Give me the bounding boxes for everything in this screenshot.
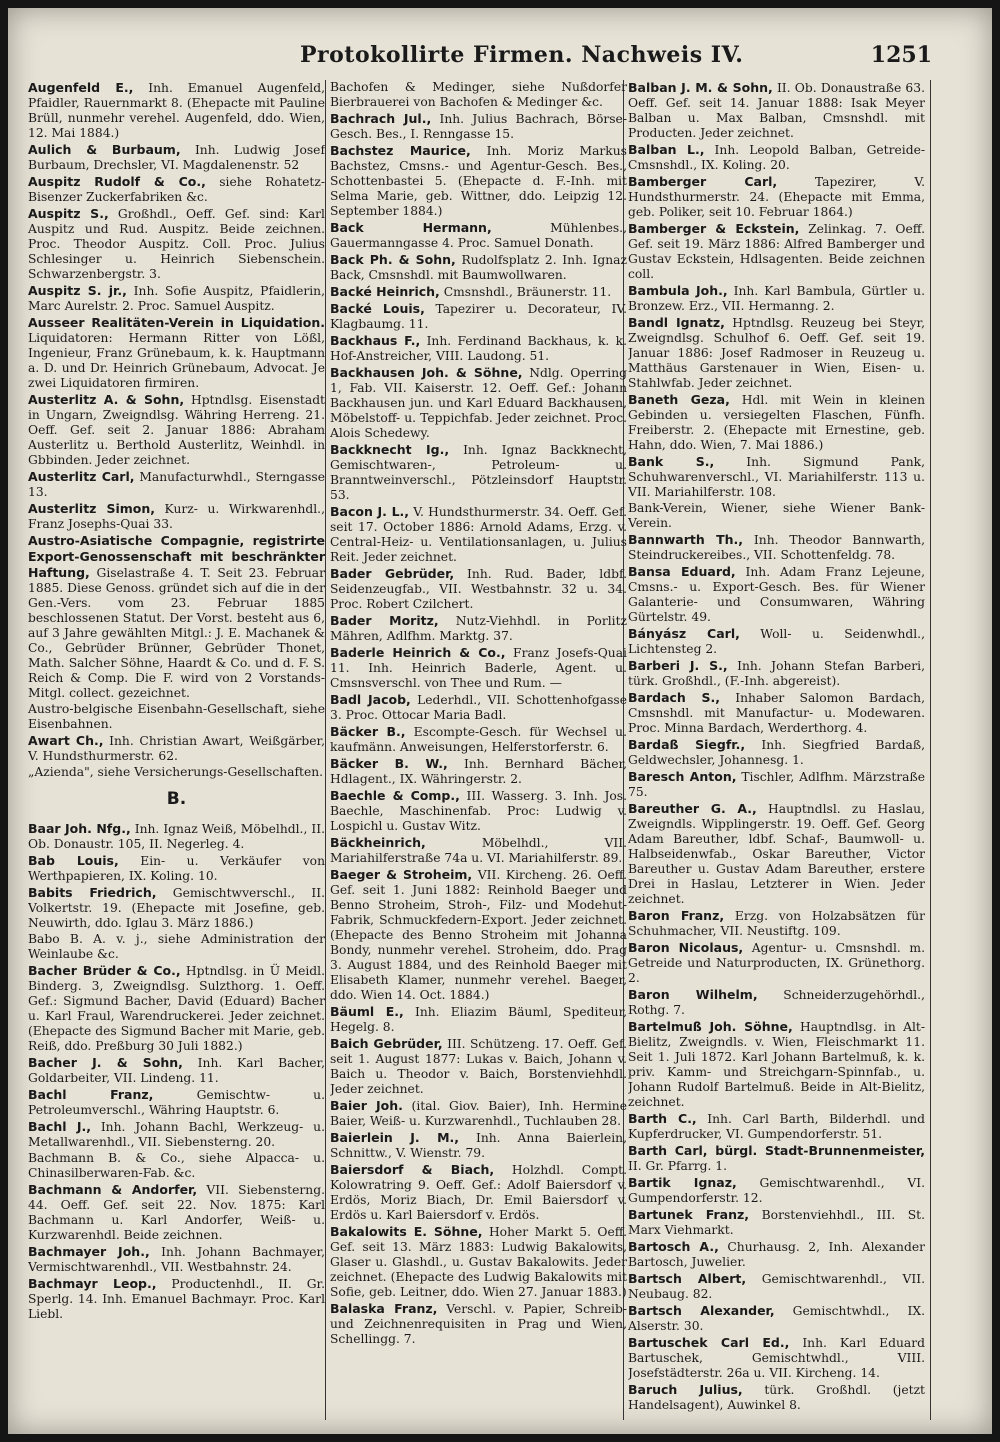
column-3 <box>628 80 925 1420</box>
firm-name: Bachstez Maurice, <box>330 143 471 158</box>
firm-name: Ausseer Realitäten-Verein in Liquidation. <box>28 315 325 330</box>
firm-entry <box>628 769 925 800</box>
firm-details: Möbelhdl., VII. Mariahilferstraße 74a u. VI. Mariahilferstr. 89. <box>330 836 627 865</box>
firm-name: Baron Nicolaus, <box>628 940 744 955</box>
firm-entry <box>28 1244 325 1275</box>
firm-details: Woll- u. Seidenwhdl., Lichtensteg 2. <box>628 627 925 656</box>
firm-name: Baneth Geza, <box>628 392 730 407</box>
firm-name: Bartosch A., <box>628 1239 719 1254</box>
firm-entry <box>628 1239 925 1270</box>
firm-details: Bank-Verein, Wiener, siehe Wiener Bank-Verein. <box>628 501 925 530</box>
firm-entry <box>330 111 627 142</box>
firm-entry <box>28 821 325 852</box>
firm-name: Bányász Carl, <box>628 626 740 641</box>
firm-details: Erzg. von Holzabsätzen für Schuhmacher, VII. Neustiftg. 109. <box>628 909 925 938</box>
firm-name: Bachmayr Leop., <box>28 1276 157 1291</box>
firm-details: Inh. Ignaz Weiß, Möbelhdl., II. Ob. Donaustr. 105, II. Negerleg. 4. <box>28 822 325 851</box>
firm-details: Inh. Johann Bachmayer, Vermischtwarenhdl., VII. Westbahnstr. 24. <box>28 1245 325 1274</box>
firm-name: Aulich & Burbaum, <box>28 142 181 157</box>
firm-name: Back Hermann, <box>330 220 492 235</box>
firm-details: Gemischtwhdl., IX. Alserstr. 30. <box>628 1304 925 1333</box>
firm-name: Bab Louis, <box>28 853 119 868</box>
firm-details: Gemischtwverschl., II. Volkertstr. 19. (Ehepacte mit Josefine, geb. Neuwirth, ddo. Iglau 3. März 1886.) <box>28 886 325 930</box>
firm-entry <box>330 1036 627 1097</box>
column-2 <box>330 80 627 1420</box>
firm-name: Bacher J. & Sohn, <box>28 1055 183 1070</box>
firm-entry <box>330 645 627 691</box>
firm-name: Awart Ch., <box>28 733 104 748</box>
firm-details: Inh. Ferdinand Backhaus, k. k. Hof-Anstreicher, VIII. Laudong. 51. <box>330 334 627 363</box>
firm-details: Agentur- u. Cmsnshdl. m. Getreide und Naturproducten, IX. Grünethorg. 2. <box>628 941 925 985</box>
firm-name: Barth C., <box>628 1111 697 1126</box>
firm-details: Ndlg. Operring 1, Fab. VII. Kaiserstr. 12. Oeff. Gef.: Johann Backhausen jun. und Karl Eduard Backhausen, Möbelstoff- u. Teppichfab. Jeder zeichnet. Proc. Alois Schedewy. <box>330 366 627 440</box>
firm-entry <box>330 220 627 251</box>
section-heading: B. <box>166 789 187 809</box>
firm-name: Balban J. M. & Sohn, <box>628 80 773 95</box>
firm-details: Franz Josefs-Quai 11. Inh. Heinrich Baderle, Agent. u. Cmsnsverschl. von Thee und Rum. — <box>330 646 627 690</box>
firm-details: VII. Kircheng. 26. Oeff. Gef. seit 1. Juni 1882: Reinhold Baeger und Benno Stroheim, Stroh-, Filz- und Modehut-Fabrik, Schmuckfedern-Export. Jeder zeichnet. (Ehepacte des Benno Stroheim mit Johanna Bondy, nunmehr verehel. Stroheim, ddo. Prag 3. August 1884, und des Reinhold Baeger mit Elisabeth Klamer, nunmehr verehel. Baeger, ddo. Wien 14. Oct. 1884.) <box>330 868 627 1002</box>
firm-entry <box>330 613 627 644</box>
firm-details: Churhausg. 2, Inh. Alexander Bartosch, Juwelier. <box>628 1240 925 1269</box>
firm-details: Bachofen & Medinger, siehe Nußdorfer Bierbrauerei von Bachofen & Medinger &c. <box>330 80 627 109</box>
firm-name: Bartsch Alexander, <box>628 1303 775 1318</box>
firm-name: Baar Joh. Nfg., <box>28 821 131 836</box>
firm-name: Bartik Ignaz, <box>628 1175 737 1190</box>
firm-name: Bartunek Franz, <box>628 1207 750 1222</box>
firm-details: Nutz-Viehhdl. in Porlitz Mähren, Adlfhm. Marktg. 37. <box>330 614 627 643</box>
firm-name: Balaska Franz, <box>330 1301 438 1316</box>
firm-name: Bader Moritz, <box>330 613 439 628</box>
firm-name: Baderle Heinrich & Co., <box>330 645 506 660</box>
firm-entry <box>330 867 627 1003</box>
firm-entry <box>28 283 325 314</box>
firm-name: Baierlein J. M., <box>330 1130 459 1145</box>
firm-entry <box>28 1055 325 1086</box>
firm-entry <box>628 532 925 563</box>
firm-entry <box>628 1143 925 1174</box>
firm-name: Baeger & Stroheim, <box>330 867 473 882</box>
firm-details: Bachmann B. & Co., siehe Alpacca- u. Chinasilberwaren-Fab. &c. <box>28 1151 325 1180</box>
firm-entry <box>28 315 325 391</box>
firm-name: Austro-Asiatische Compagnie, registrirte Export-Genossenschaft mit beschränkter Haftung, <box>28 533 325 580</box>
firm-entry <box>28 392 325 468</box>
firm-entry <box>628 564 925 625</box>
firm-name: Bäcker B. W., <box>330 756 448 771</box>
firm-entry <box>28 733 325 764</box>
firm-details: Hptndlsg. Reuzeug bei Steyr, Zweigndlsg. Schulhof 6. Oeff. Gef. seit 19. Januar 1886: Josef Radmoser in Reuzeug u. Matthäus Garstenauer in Wien, Eisen- u. Stahlwfab. Jeder zeichnet. <box>628 316 925 390</box>
firm-details: Productenhdl., II. Gr. Sperlg. 14. Inh. Emanuel Bachmayr. Proc. Karl Liebl. <box>28 1277 325 1321</box>
firm-name: Bansa Eduard, <box>628 564 736 579</box>
firm-details: Hauptndlsl. zu Haslau, Zweigndls. Wipplingerstr. 19. Oeff. Gef. Georg Adam Bareuther, ldbf. Schaf-, Baumwoll- u. Halbseidenwfab., Oskar Bareuther, Victor Bareuther u. Gustav Adam Bareuther, erstere Drei in Haslau, Letzterer in Wien. Jeder zeichnet. <box>628 802 925 906</box>
firm-name: Bandl Ignatz, <box>628 315 725 330</box>
firm-details: „Azienda", siehe Versicherungs-Gesellschaften. <box>28 765 324 779</box>
firm-entry <box>330 80 627 110</box>
firm-entry <box>330 333 627 364</box>
firm-entry <box>28 206 325 282</box>
firm-details: Inh. Karl Eduard Bartuschek, Gemischtwhdl., VIII. Josefstädterstr. 26a u. VII. Kircheng. 14. <box>628 1336 925 1380</box>
firm-entry <box>330 284 627 300</box>
firm-entry <box>28 885 325 931</box>
firm-name: Baresch Anton, <box>628 769 737 784</box>
firm-entry <box>28 501 325 532</box>
firm-details: III. Schützeng. 17. Oeff. Gef. seit 1. August 1877: Lukas v. Baich, Johann v. Baich u. Theodor v. Baich, Borstenviehhdl. Jeder zeichnet. <box>330 1037 627 1096</box>
firm-entry <box>330 1098 627 1129</box>
firm-details: VII. Siebensterng. 44. Oeff. Gef. seit 22. Nov. 1875: Karl Bachmann u. Karl Andorfer, Weiß- u. Kurzwarenhdl. Beide zeichnen. <box>28 1183 325 1242</box>
firm-name: Barth Carl, bürgl. Stadt-Brunnenmeister, <box>628 1143 925 1158</box>
firm-details: (ital. Giov. Baier), Inh. Hermine Baier, Weiß- u. Kurzwarenhdl., Tuchlauben 28. <box>330 1099 627 1128</box>
firm-name: Bank S., <box>628 454 715 469</box>
firm-details: Großhdl., Oeff. Gef. sind: Karl Auspitz und Rud. Auspitz. Beide zeichnen. Proc. Theodor Auspitz. Coll. Proc. Julius Schlesinger u. Heinrich Siebenschein. Schwarzenbergstr. 3. <box>28 207 325 281</box>
firm-details: V. Hundsthurmerstr. 34. Oeff. Gef. seit 17. October 1886: Arnold Adams, Erzg. v. Central-Heiz- u. Ventilationsanlagen, u. Julius Reit. Jeder zeichnet. <box>330 505 627 564</box>
firm-details: Gemischtwarenhdl., VII. Neubaug. 82. <box>628 1272 925 1301</box>
firm-details: Babo B. A. v. j., siehe Administration der Weinlaube &c. <box>28 932 325 961</box>
firm-entry <box>628 501 925 531</box>
firm-name: Bader Gebrüder, <box>330 566 455 581</box>
page-header <box>8 36 992 76</box>
firm-details: Inh. Ludwig Josef Burbaum, Drechsler, VI. Magdalenenstr. 52 <box>28 143 325 172</box>
firm-name: Baechle & Comp., <box>330 788 460 803</box>
firm-details: Gemischtw- u. Petroleumverschl., Währing Hauptstr. 6. <box>28 1088 325 1117</box>
firm-entry <box>330 1224 627 1300</box>
firm-details: Inh. Moriz Markus Bachstez, Cmsns.- und Agentur-Gesch. Bes., Schottenbastei 5. (Ehepacte d. F.-Inh. mit Selma Marie, geb. Wittner, ddo. Leipzig 12. September 1884.) <box>330 144 627 218</box>
firm-name: Bamberger Carl, <box>628 174 778 189</box>
firm-entry <box>28 932 325 962</box>
firm-entry <box>628 1382 925 1413</box>
firm-name: Bardaß Siegfr., <box>628 737 746 752</box>
firm-details: Inh. Adam Franz Lejeune, Cmsns.- u. Export-Gesch. Bes. für Wiener Galanterie- und Consumwaren, Währing Gürtelstr. 49. <box>628 565 925 624</box>
firm-entry <box>28 142 325 173</box>
firm-entry <box>28 702 325 732</box>
firm-details: Inh. Christian Awart, Weißgärber, V. Hundsthurmerstr. 62. <box>28 734 325 763</box>
firm-details: türk. Großhdl. (jetzt Handelsagent), Auwinkel 8. <box>628 1383 925 1412</box>
firm-entry <box>628 221 925 282</box>
firm-name: Backhaus F., <box>330 333 421 348</box>
firm-name: Badl Jacob, <box>330 692 411 707</box>
firm-name: Backhausen Joh. & Söhne, <box>330 365 523 380</box>
firm-name: Bamberger & Eckstein, <box>628 221 800 236</box>
firm-entry <box>628 658 925 689</box>
firm-name: Bannwarth Th., <box>628 532 744 547</box>
firm-entry <box>330 365 627 441</box>
firm-entry <box>330 1301 627 1347</box>
firm-entry <box>330 252 627 283</box>
firm-entry <box>628 1175 925 1206</box>
firm-details: Hauptndlsg. in Alt-Bielitz, Zweigndls. v. Wien, Fleischmarkt 11. Seit 1. Juli 1872. Karl Johann Bartelmuß, k. k. priv. Kamm- und Streichgarn-Spinnfab., u. Johann Rudolf Bartelmuß. Beide in Alt-Bielitz, zeichnet. <box>628 1020 925 1109</box>
firm-entry <box>330 756 627 787</box>
firm-name: Bachmayer Joh., <box>28 1244 150 1259</box>
firm-name: Bachrach Jul., <box>330 111 432 126</box>
firm-details: Zelinkag. 7. Oeff. Gef. seit 19. März 1886: Alfred Bamberger und Gustav Eckstein, Hdlsagenten. Beide zeichnen coll. <box>628 222 925 281</box>
firm-entry <box>628 80 925 141</box>
firm-details: Liquidatoren: Hermann Ritter von Lößl, Ingenieur, Franz Grünebaum, k. k. Hauptmann a. D. und Dr. Heinrich Grünebaum, Advocat. Je zwei Liquidatoren firmiren. <box>28 331 325 390</box>
firm-details: Inh. Eliazim Bäuml, Spediteur, Hegelg. 8. <box>330 1005 627 1034</box>
firm-name: Bareuther G. A., <box>628 801 757 816</box>
firm-details: III. Wasserg. 3. Inh. Jos. Baechle, Maschinenfab. Proc: Ludwig v. Lospichl u. Gustav Witz. <box>330 789 627 833</box>
firm-name: Bartelmuß Joh. Söhne, <box>628 1019 793 1034</box>
firm-entry <box>28 469 325 500</box>
page-title: Protokollirte Firmen. Nachweis IV. <box>300 42 744 68</box>
firm-entry <box>628 737 925 768</box>
firm-entry <box>628 690 925 736</box>
firm-name: Austerlitz A. & Sohn, <box>28 392 185 407</box>
firm-name: Babits Friedrich, <box>28 885 157 900</box>
firm-details: Tischler, Adlfhm. Märzstraße 75. <box>628 770 925 799</box>
firm-details: Borstenviehhdl., III. St. Marx Viehmarkt. <box>628 1208 925 1237</box>
column-rule <box>930 80 931 1420</box>
firm-details: Verschl. v. Papier, Schreib- und Zeichnenrequisiten in Prag und Wien, Schellingg. 7. <box>330 1302 627 1346</box>
directory-page <box>8 8 992 1434</box>
firm-entry <box>330 566 627 612</box>
firm-entry <box>628 174 925 220</box>
firm-details: Inh. Johann Stefan Barberi, türk. Großhdl., (F.-Inh. abgereist). <box>628 659 925 688</box>
firm-entry <box>628 1335 925 1381</box>
firm-name: Bardach S., <box>628 690 720 705</box>
firm-entry <box>330 724 627 755</box>
firm-entry <box>628 626 925 657</box>
firm-name: Balban L., <box>628 142 705 157</box>
firm-entry <box>330 442 627 503</box>
firm-entry <box>628 1271 925 1302</box>
firm-name: Backé Heinrich, <box>330 284 440 299</box>
firm-details: Inh. Ignaz Backknecht, Gemischtwaren-, Petroleum- u. Branntweinverschl., Pötzleinsdorf Hauptstr. 53. <box>330 443 627 502</box>
firm-details: Inh. Carl Barth, Bilderhdl. und Kupferdrucker, VI. Gumpendorferstr. 51. <box>628 1112 925 1141</box>
firm-name: Bambula Joh., <box>628 283 728 298</box>
firm-details: Hoher Markt 5. Oeff. Gef. seit 13. März 1883: Ludwig Bakalowits, Glaser u. Glashdl., u. Gustav Bakalowits. Jeder zeichnet. (Ehepacte des Ludwig Bakalowits mit Sofie, geb. Leitner, ddo. Wien 27. Januar 1883.) <box>330 1225 627 1299</box>
firm-details: Rudolfsplatz 2. Inh. Ignaz Back, Cmsnshdl. mit Baumwollwaren. <box>330 253 627 282</box>
firm-entry <box>28 174 325 205</box>
firm-details: siehe Rohatetz-Bisenzer Zuckerfabriken &c. <box>28 175 325 204</box>
firm-name: Bäuml E., <box>330 1004 404 1019</box>
firm-entry <box>628 142 925 173</box>
firm-entry <box>628 1111 925 1142</box>
firm-entry <box>628 283 925 314</box>
firm-entry <box>28 1182 325 1243</box>
firm-details: Inh. Sigmund Pank, Schuhwarenverschl., VI. Mariahilferstr. 113 u. VII. Mariahilferstr. 108. <box>628 455 925 499</box>
firm-details: Hdl. mit Wein in kleinen Gebinden u. versiegelten Flaschen, Fünfh. Freiberstr. 2. (Ehepacte mit Ernestine, geb. Hahn, ddo. Wien, 7. Mai 1886.) <box>628 393 925 452</box>
firm-entry <box>628 315 925 391</box>
firm-name: Austerlitz Simon, <box>28 501 155 516</box>
firm-name: Bacher Brüder & Co., <box>28 963 181 978</box>
firm-details: II. Ob. Donaustraße 63. Oeff. Gef. seit 14. Januar 1888: Isak Meyer Balban u. Max Balban, Cmsnshdl. mit Producten. Jeder zeichnet. <box>628 81 925 140</box>
column-1 <box>28 80 325 1420</box>
firm-details: Hptndlsg. Eisenstadt in Ungarn, Zweigndlsg. Währing Herreng. 21. Oeff. Gef. seit 2. Januar 1886: Abraham Austerlitz u. Berthold Austerlitz, Weinhdl. in Gbbinden. Jeder zeichnet. <box>28 393 325 467</box>
firm-details: Giselastraße 4. T. Seit 23. Februar 1885. Diese Genoss. gründet sich auf die in der Gen.-Vers. vom 23. Februar 1885 beschlossenen Statut. Der Vorst. besteht aus 6, auf 3 Jahre gewählten Mitgl.: J. E. Machanek & Co., Gebrüder Brünner, Gebrüder Thonet, Math. Salcher Söhne, Haardt & Co. und d. F. S. Reich & Comp. Die F. wird von 2 Vorstands-Mitgl. collect. gezeichnet. <box>28 566 325 700</box>
firm-details: Inh. Karl Bacher, Goldarbeiter, VII. Lindeng. 11. <box>28 1056 325 1085</box>
firm-entry <box>330 788 627 834</box>
firm-details: Ein- u. Verkäufer von Werthpapieren, IX. Koling. 10. <box>28 854 325 883</box>
firm-name: Austerlitz Carl, <box>28 469 135 484</box>
firm-name: Augenfeld E., <box>28 80 134 95</box>
firm-entry <box>330 1162 627 1223</box>
firm-name: Bachl Franz, <box>28 1087 154 1102</box>
firm-entry <box>28 80 325 141</box>
firm-details: Inhaber Salomon Bardach, Cmsnshdl. mit Manufactur- u. Modewaren. Proc. Minna Bardach, Werderthorg. 4. <box>628 691 925 735</box>
firm-entry <box>28 963 325 1054</box>
firm-entry <box>28 1087 325 1118</box>
firm-entry <box>628 940 925 986</box>
firm-details: Tapezirer, V. Hundsthurmerstr. 24. (Ehepacte mit Emma, geb. Poliker, seit 10. Februar 1864.) <box>628 175 925 219</box>
firm-details: Inh. Bernhard Bächer, Hdlagent., IX. Währingerstr. 2. <box>330 757 627 786</box>
firm-name: Auspitz S., <box>28 206 109 221</box>
firm-name: Auspitz S. jr., <box>28 283 127 298</box>
firm-entry <box>28 765 325 780</box>
firm-name: Bäcker B., <box>330 724 406 739</box>
firm-name: Bartuschek Carl Ed., <box>628 1335 790 1350</box>
firm-details: Inh. Leopold Balban, Getreide-Cmsnshdl., IX. Koling. 20. <box>628 143 925 172</box>
firm-details: Inh. Karl Bambula, Gürtler u. Bronzew. Erz., VII. Hermanng. 2. <box>628 284 925 313</box>
firm-details: Manufacturwhdl., Sterngasse 13. <box>28 470 325 499</box>
firm-entry <box>628 1303 925 1334</box>
firm-details: Holzhdl. Compt. Kolowratring 9. Oeff. Gef.: Adolf Baiersdorf v. Erdös, Moriz Biach, Dr. Emil Baiersdorf v. Erdös u. Karl Baiersdorf v. Erdös. <box>330 1163 627 1222</box>
firm-name: Bachmann & Andorfer, <box>28 1182 198 1197</box>
firm-name: Bacon J. L., <box>330 504 410 519</box>
firm-name: Backé Louis, <box>330 301 425 316</box>
firm-details: Lederhdl., VII. Schottenhofgasse 3. Proc. Ottocar Maria Badl. <box>330 693 627 722</box>
firm-entry <box>28 1151 325 1181</box>
firm-entry <box>330 301 627 332</box>
firm-entry <box>28 1119 325 1150</box>
firm-entry <box>628 801 925 907</box>
firm-details: Cmsnshdl., Bräunerstr. 11. <box>439 285 612 299</box>
firm-entry <box>628 1207 925 1238</box>
firm-entry <box>28 533 325 701</box>
firm-details: Austro-belgische Eisenbahn-Gesellschaft, siehe Eisenbahnen. <box>28 702 325 731</box>
firm-details: II. Gr. Pfarrg. 1. <box>628 1159 728 1173</box>
firm-name: Baich Gebrüder, <box>330 1036 443 1051</box>
firm-entry <box>628 908 925 939</box>
firm-details: Schneiderzugehörhdl., Rothg. 7. <box>628 988 925 1017</box>
firm-details: Inh. Siegfried Bardaß, Geldwechsler, Johannesg. 1. <box>628 738 925 767</box>
firm-details: Inh. Emanuel Augenfeld, Pfaidler, Rauernmarkt 8. (Ehepacte mit Pauline Brüll, nunmehr verehel. Augenfeld, ddo. Wien, 12. Mai 1884.) <box>28 81 325 140</box>
firm-entry <box>330 504 627 565</box>
firm-name: Auspitz Rudolf & Co., <box>28 174 206 189</box>
firm-details: Hptndlsg. in Ü Meidl. Binderg. 3, Zweigndlsg. Sulzthorg. 1. Oeff. Gef.: Sigmund Bacher, David (Eduard) Bacher u. Karl Fraul, Warendruckerei. Jeder zeichnet. (Ehepacte des Sigmund Bacher mit Marie, geb. Reiß, ddo. Preßburg 30 Juli 1882.) <box>28 964 325 1053</box>
firm-entry <box>28 1276 325 1322</box>
firm-details: Inh. Johann Bachl, Werkzeug- u. Metallwarenhdl., VII. Siebensterng. 20. <box>28 1120 325 1149</box>
firm-entry <box>628 987 925 1018</box>
firm-name: Baruch Julius, <box>628 1382 743 1397</box>
firm-entry <box>628 1019 925 1110</box>
firm-entry <box>330 143 627 219</box>
firm-name: Bakalowits E. Söhne, <box>330 1224 483 1239</box>
firm-name: Backknecht Ig., <box>330 442 450 457</box>
firm-entry <box>330 692 627 723</box>
firm-name: Bartsch Albert, <box>628 1271 747 1286</box>
firm-details: Inh. Sofie Auspitz, Pfaidlerin, Marc Aurelstr. 2. Proc. Samuel Auspitz. <box>28 284 325 313</box>
firm-name: Bäckheinrich, <box>330 835 426 850</box>
firm-name: Baier Joh. <box>330 1098 403 1113</box>
firm-name: Baron Wilhelm, <box>628 987 758 1002</box>
firm-details: Inh. Theodor Bannwarth, Steindruckereibes., VII. Schottenfeldg. 78. <box>628 533 925 562</box>
firm-details: Inh. Julius Bachrach, Börse-Gesch. Bes., I. Renngasse 15. <box>330 112 627 141</box>
firm-entry <box>330 1004 627 1035</box>
firm-details: Escompte-Gesch. für Wechsel u. kaufmänn. Anweisungen, Helferstorferstr. 6. <box>330 725 627 754</box>
firm-details: Gemischtwarenhdl., VI. Gumpendorferstr. 12. <box>628 1176 925 1205</box>
firm-entry <box>330 1130 627 1161</box>
firm-details: Inh. Anna Baierlein, Schnittw., V. Wienstr. 79. <box>330 1131 627 1160</box>
page-number: 1251 <box>870 42 932 68</box>
firm-details: Mühlenbes., Gauermanngasse 4. Proc. Samuel Donath. <box>330 221 627 250</box>
firm-entry <box>28 853 325 884</box>
firm-name: Barberi J. S., <box>628 658 728 673</box>
firm-name: Baiersdorf & Biach, <box>330 1162 495 1177</box>
firm-name: Back Ph. & Sohn, <box>330 252 456 267</box>
firm-details: Inh. Rud. Bader, ldbf. Seidenzeugfab., VII. Westbahnstr. 32 u. 34. Proc. Robert Czilchert. <box>330 567 627 611</box>
firm-entry <box>330 835 627 866</box>
firm-name: Bachl J., <box>28 1119 91 1134</box>
column-rule <box>325 80 326 1420</box>
firm-entry <box>628 454 925 500</box>
firm-details: Tapezirer u. Decorateur, IV. Klagbaumg. 11. <box>330 302 627 331</box>
firm-name: Baron Franz, <box>628 908 725 923</box>
firm-entry <box>628 392 925 453</box>
firm-details: Kurz- u. Wirkwarenhdl., Franz Josephs-Quai 33. <box>28 502 325 531</box>
